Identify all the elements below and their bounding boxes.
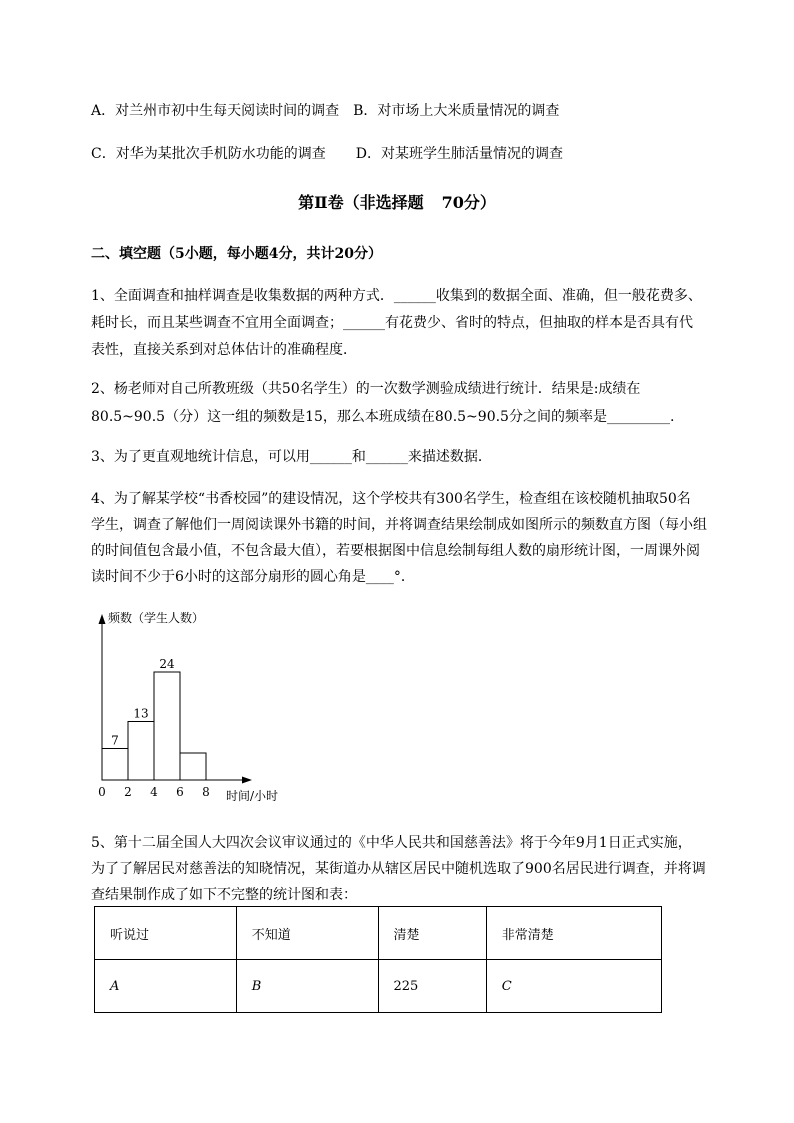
table-cell: A bbox=[95, 960, 237, 1013]
table-cell: 225 bbox=[378, 960, 486, 1013]
x-ticks-group bbox=[98, 785, 210, 799]
q3-line-1: 3、为了更直观地统计信息，可以用______和______来描述数据． bbox=[91, 449, 492, 465]
table-cell: C bbox=[486, 960, 661, 1013]
option-a: A．对兰州市初中生每天阅读时间的调查 bbox=[91, 103, 340, 119]
q4-line-4: 读时间不少于6小时的这部分扇形的圆心角是____°． bbox=[91, 569, 415, 585]
q5-line-1: 5、第十二届全国人大四次会议审议通过的《中华人民共和国慈善法》将于今年9月1日正式实施， bbox=[91, 835, 692, 851]
q2-line-2: 80.5~90.5（分）这一组的频数是15，那么本班成绩在80.5~90.5分之间的频率是_________. bbox=[91, 409, 675, 425]
section-title-score: 70分） bbox=[441, 193, 496, 212]
section-title bbox=[0, 190, 794, 213]
option-c: C．对华为某批次手机防水功能的调查 bbox=[91, 146, 326, 162]
options-row-2 bbox=[91, 143, 563, 163]
table-header-cell: 清楚 bbox=[378, 907, 486, 960]
histogram-bar bbox=[180, 753, 206, 780]
options-row-1 bbox=[91, 100, 559, 120]
chart-ylabel: 频数（学生人数） bbox=[108, 611, 205, 625]
q5-line-2: 为了了解居民对慈善法的知晓情况，某街道办从辖区居民中随机选取了900名居民进行调查，并将调 bbox=[91, 861, 706, 877]
q5-line-3: 查结果制作成了如下不完整的统计图和表： bbox=[91, 887, 357, 903]
x-tick-label: 0 bbox=[98, 785, 106, 799]
chart-xlabel: 时间/小时 bbox=[226, 789, 279, 803]
bar-value-label: 7 bbox=[111, 733, 119, 748]
histogram-chart bbox=[88, 606, 308, 806]
q1-line-1: 1、全面调查和抽样调查是收集数据的两种方式．______收集到的数据全面、准确，但一般花费多、 bbox=[91, 288, 702, 304]
histogram-bar bbox=[102, 749, 128, 781]
q1-line-2: 耗时长，而且某些调查不宜用全面调查；______有花费少、省时的特点，但抽取的样本是否具有代 bbox=[91, 315, 693, 331]
bar-value-label: 13 bbox=[133, 706, 149, 721]
table-row bbox=[95, 960, 662, 1013]
table-cell: B bbox=[236, 960, 378, 1013]
option-b: B．对市场上大米质量情况的调查 bbox=[353, 103, 560, 119]
x-tick-label: 6 bbox=[176, 785, 184, 799]
part-heading: 二、填空题（5小题，每小题4分，共计20分） bbox=[91, 246, 382, 262]
q1-line-3: 表性，直接关系到对总体估计的准确程度． bbox=[91, 342, 357, 358]
bars-group bbox=[102, 657, 206, 780]
histogram-bar bbox=[128, 722, 154, 781]
table-header-row bbox=[95, 907, 662, 960]
table-header-cell: 听说过 bbox=[95, 907, 237, 960]
q4-line-1: 4、为了解某学校“书香校园”的建设情况，这个学校共有300名学生，检查组在该校随机抽取50名 bbox=[91, 491, 691, 507]
table-header-cell: 非常清楚 bbox=[486, 907, 661, 960]
x-tick-label: 2 bbox=[124, 785, 132, 799]
section-title-main: 第Ⅱ卷（非选择题 bbox=[298, 193, 424, 212]
bar-value-label: 24 bbox=[159, 657, 175, 671]
option-d: D．对某班学生肺活量情况的调查 bbox=[355, 146, 563, 162]
q2-line-1: 2、杨老师对自己所教班级（共50名学生）的一次数学测验成绩进行统计．结果是:成绩在 bbox=[91, 381, 641, 397]
histogram-bar bbox=[154, 672, 180, 780]
x-tick-label: 4 bbox=[150, 785, 158, 799]
y-axis-arrow-icon bbox=[99, 614, 106, 624]
x-tick-label: 8 bbox=[202, 785, 210, 799]
q4-line-3: 的时间值包含最小值，不包含最大值），若要根据图中信息绘制每组人数的扇形统计图，一周课外阅 bbox=[91, 543, 700, 559]
q4-line-2: 学生，调查了解他们一周阅读课外书籍的时间，并将调查结果绘制成如图所示的频数直方图（每小组 bbox=[91, 517, 707, 533]
x-axis-arrow-icon bbox=[242, 777, 252, 784]
table-header-cell: 不知道 bbox=[236, 907, 378, 960]
survey-table bbox=[94, 906, 662, 1013]
